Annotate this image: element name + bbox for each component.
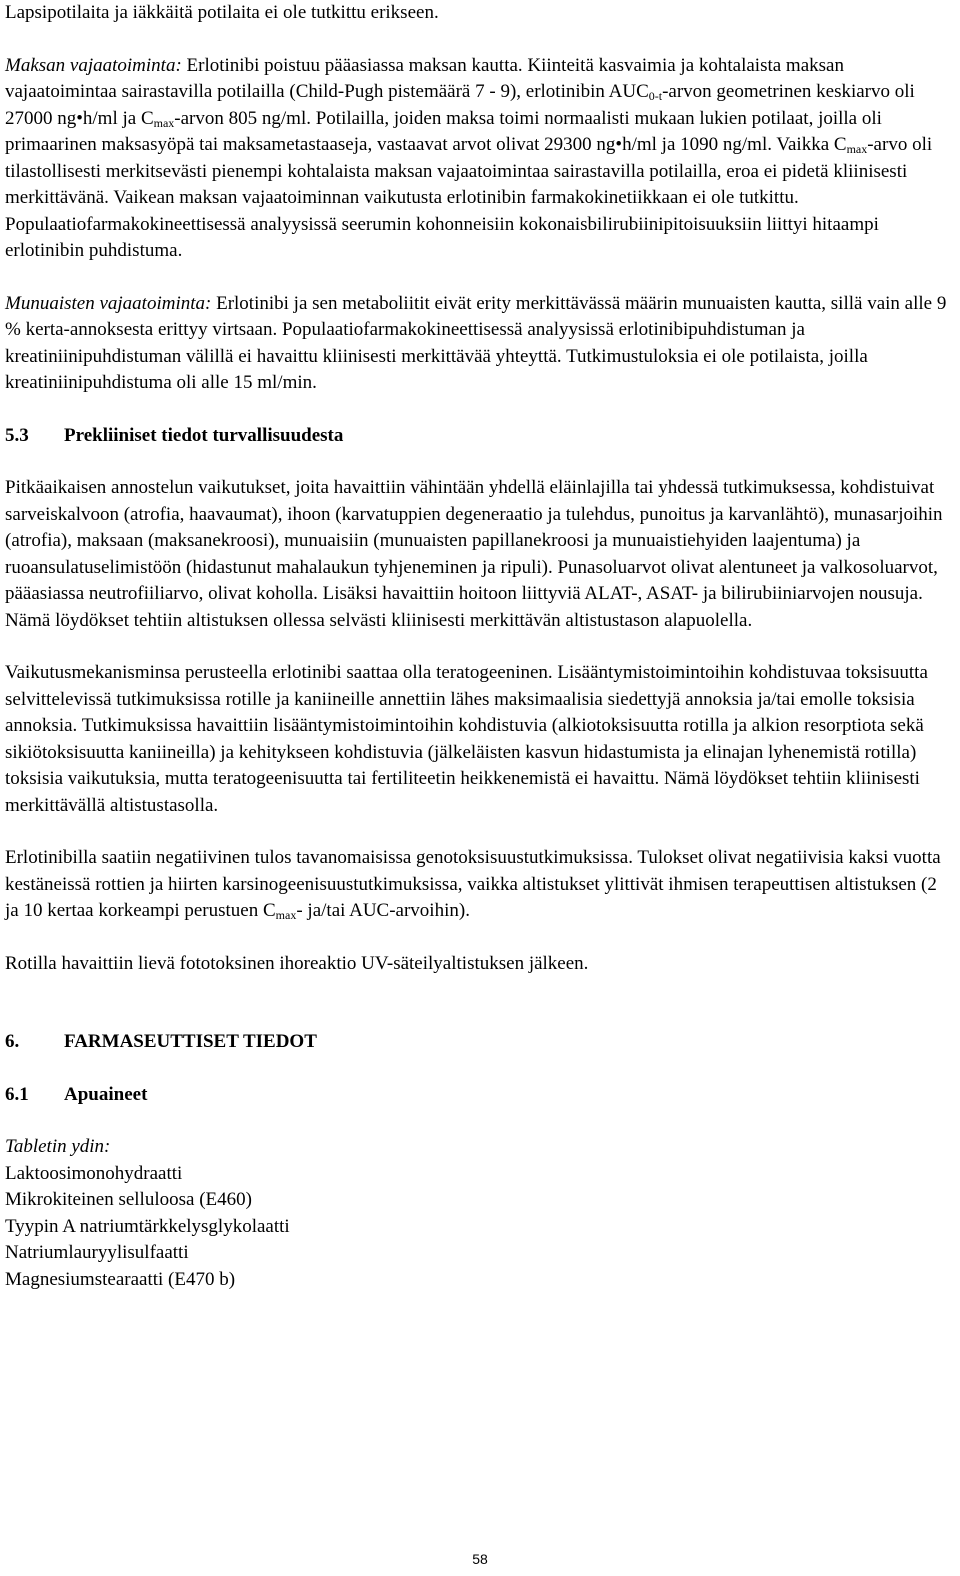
excipient-item: Mikrokiteinen selluloosa (E460) bbox=[5, 1189, 252, 1210]
liver-text-1: Erlotinibi poistuu pääasiassa maksan kautta. Kiinteitä kasvaimia ja kohtalaista maksan vajaatoimintaa sairastavilla potilailla (Child-Pugh pistemäärä 7 - 9), erlotinibin AUC bbox=[5, 54, 844, 102]
cmax-subscript-3: max bbox=[275, 908, 297, 922]
preclinical-paragraph-3 bbox=[5, 845, 950, 925]
section-6-1-heading bbox=[5, 1082, 950, 1109]
liver-text-2: -arvon geometrinen keskiarvo oli 27000 ng•h/ml ja C bbox=[5, 81, 915, 129]
section-6-title: FARMASEUTTISET TIEDOT bbox=[64, 1031, 317, 1052]
kidney-lead: Munuaisten vajaatoiminta: bbox=[5, 292, 212, 314]
cmax-subscript-1: max bbox=[153, 115, 175, 130]
kidney-paragraph bbox=[5, 291, 950, 397]
cmax-subscript-2: max bbox=[846, 142, 868, 156]
section-5-3-heading bbox=[5, 423, 950, 450]
liver-text-4: -arvo oli tilastollisesti merkitsevästi pienempi kohtalaista maksan vajaatoimintaa sairastavilla potilailla, eroa ei pidetä kliinisesti merkittävänä. Vaikean maksan vajaatoiminnan vaikutusta erlotinibin farmakokinetiikkaan ei ole tutkittu. Populaatiofarmakokineettisessä analyysissä seerumin kohonneisiin kokonaisbilirubiinipitoisuuksiin liittyi hitaampi erlotinibin puhdistuma. bbox=[5, 134, 933, 261]
section-5-3-title: Prekliiniset tiedot turvallisuudesta bbox=[64, 424, 344, 446]
excipient-item: Laktoosimonohydraatti bbox=[5, 1162, 183, 1184]
section-6-1-title: Apuaineet bbox=[64, 1083, 148, 1105]
page-number: 58 bbox=[472, 1551, 488, 1567]
liver-paragraph bbox=[5, 53, 950, 265]
preclinical-paragraph-4: Rotilla havaittiin lievä fototoksinen ihoreaktio UV-säteilyaltistuksen jälkeen. bbox=[5, 952, 589, 974]
liver-text-3: -arvon 805 ng/ml. Potilailla, joiden maksa toimi normaalisti mukaan lukien potilaat, joilla oli primaarinen maksasyöpä tai maksametastaaseja, vastaavat arvot olivat 29300 ng•h/ml ja 1090 ng/ml. Vaikka C bbox=[5, 107, 882, 155]
document-page bbox=[5, 0, 950, 1293]
preclinical-paragraph-1: Pitkäaikaisen annostelun vaikutukset, joita havaittiin vähintään yhdellä eläinlajilla tai yhdessä tutkimuksessa, kohdistuivat sarveiskalvoon (atrofia, haavaumat), ihoon (karvatuppien degeneraatio ja tulehdus, punoitus ja karvanlähtö), munasarjoihin (atrofia), maksaan (maksanekroosi), munuaisiin (munuaisten papillanekroosi ja munuaistiehyiden laajentuma) ja ruoansulatuselimistöön (hidastunut mahalaukun tyhjeneminen ja ripuli). Punasoluarvot olivat alentuneet ja valkosoluarvot, pääasiassa neutrofiiliarvo, olivat koholla. Lisäksi havaittiin hoitoon liittyviä ALAT-, ASAT- ja bilirubiiniarvojen nousuja. Nämä löydökset tehtiin altistuksen ollessa selvästi kliinisesti merkittävän altistustason alapuolella. bbox=[5, 477, 943, 631]
excipient-item: Natriumlauryylisulfaatti bbox=[5, 1242, 189, 1263]
excipient-item: Tyypin A natriumtärkkelysglykolaatti bbox=[5, 1215, 290, 1237]
section-5-3-number: 5.3 bbox=[5, 424, 29, 446]
preclinical-p3-text-b: - ja/tai AUC-arvoihin). bbox=[296, 900, 470, 921]
section-6-number: 6. bbox=[5, 1031, 20, 1052]
auc-subscript: 0-t bbox=[648, 89, 663, 103]
excipient-list bbox=[5, 1134, 950, 1293]
section-6-heading bbox=[5, 1029, 950, 1056]
preclinical-p3-text-a: Erlotinibilla saatiin negatiivinen tulos tavanomaisissa genotoksisuustutkimuksissa. Tulokset olivat negatiivisia kaksi vuotta kestäneissä rottien ja hiirten karsinogeenisuustutkimuksissa, vaikka altistukset ylittivät ihmisen terapeuttisen altistuksen (2 ja 10 kertaa korkeampi perustuen C bbox=[5, 847, 941, 921]
section-6-1-number: 6.1 bbox=[5, 1083, 29, 1105]
top-line: Lapsipotilaita ja iäkkäitä potilaita ei ole tutkittu erikseen. bbox=[5, 2, 439, 23]
kidney-text: Erlotinibi ja sen metaboliitit eivät erity merkittävässä määrin munuaisten kautta, sillä vain alle 9 % kerta-annoksesta erittyy virtsaan. Populaatiofarmakokineettisessä analyysissä erlotinibipuhdistuman ja kreatiniinipuhdistuman välillä ei havaittu kliinisesti merkittävää yhteyttä. Tutkimustuloksia ei ole potilaista, joilla kreatiniinipuhdistuma oli alle 15 ml/min. bbox=[5, 292, 947, 393]
preclinical-paragraph-2: Vaikutusmekanisminsa perusteella erlotinibi saattaa olla teratogeeninen. Lisääntymistoimintoihin kohdistuvaa toksisuutta selvittelevissä tutkimuksissa rotille ja kaniineille annettiin lähes maksimaalisia siedettyjä annoksia ja/tai emolle toksisia annoksia. Tutkimuksissa havaittiin lisääntymistoimintoihin kohdistuvia (alkiotoksisuutta rotilla ja alkion resorptiota sekä sikiötoksisuutta kaniineilla) ja kehitykseen kohdistuvia (jälkeläisten kasvun hidastumista ja elinajan lyhenemistä rotilla) toksisia vaikutuksia, mutta teratogeenisuutta tai fertiliteetin heikkenemistä ei havaittu. Nämä löydökset tehtiin kliinisesti merkittävällä altistustasolla. bbox=[5, 662, 928, 816]
excipient-item: Magnesiumstearaatti (E470 b) bbox=[5, 1268, 236, 1290]
liver-lead: Maksan vajaatoiminta: bbox=[5, 54, 182, 76]
excipient-list-label: Tabletin ydin: bbox=[5, 1136, 111, 1157]
